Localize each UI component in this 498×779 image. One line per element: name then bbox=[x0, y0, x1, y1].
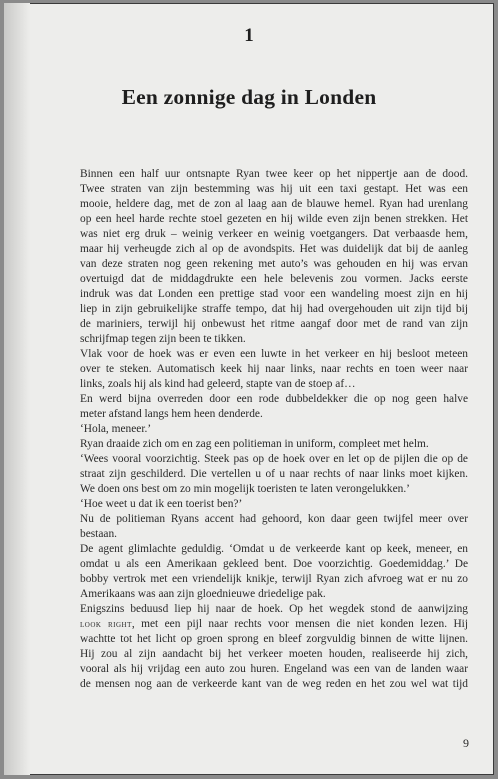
text-line: Twee straten van zijn bestemming was hij uit een taxi gestapt. Het was een bbox=[80, 183, 468, 195]
small-caps-text: look right bbox=[80, 619, 132, 630]
text-line: over te steken. Automatisch keek hij naar links, naar rechts en toen weer naar bbox=[80, 363, 468, 375]
text-line: de mariniers, terwijl hij onbewust het ritme aangaf door met de rand van zijn bbox=[80, 318, 468, 330]
book-page bbox=[4, 3, 494, 775]
text-line: van deze straten nog geen rekening met auto’s was gehouden en hij was ervan bbox=[80, 258, 468, 270]
text-line: De agent glimlachte geduldig. ‘Omdat u de verkeerde kant op keek, meneer, en bbox=[80, 543, 468, 555]
chapter-title: Een zonnige dag in Londen bbox=[121, 85, 377, 109]
text-segment: , met een pijl naar rechts voor mensen die niet konden lezen. Hij bbox=[131, 618, 468, 630]
text-line: Hij zou al zijn aandacht bij het verkeer moeten houden, realiseerde hij zich, bbox=[80, 648, 468, 660]
text-line: vooral als hij vrijdag een auto zou huren. Engeland was een van de landen waar bbox=[80, 663, 468, 675]
text-line: omdat u als een Amerikaan gekleed bent. Doe voorzichtig. Goedemiddag.’ De bbox=[80, 558, 468, 570]
text-line: links, zoals hij als kind had geleerd, stapte van de stoep af… bbox=[80, 378, 356, 390]
text-line: Amerikaans was aan zijn gloednieuwe driedelige pak. bbox=[80, 588, 326, 600]
body-text bbox=[80, 167, 468, 692]
text-line: ‘Hoe weet u dat ik een toerist ben?’ bbox=[80, 498, 243, 510]
text-line: straat zijn geschilderd. Die vertellen u of u naar rechts of naar links moet kijken. bbox=[80, 468, 468, 480]
text-line: liep in zijn gebruikelijke straffe tempo, dat hij had overgehouden uit zijn tijd bij bbox=[80, 303, 468, 315]
text-line: ‘Wees vooral voorzichtig. Steek pas op de hoek over en let op de pijlen die op de bbox=[80, 453, 468, 465]
text-line: was niet erg druk – weinig verkeer en weinig voetgangers. Dat verbaasde hem, bbox=[80, 228, 468, 240]
chapter-number: 1 bbox=[244, 25, 254, 46]
text-line: mooie, heldere dag, met de zon al laag aan de blauwe hemel. Ryan had urenlang bbox=[80, 198, 468, 210]
text-line: ‘Hola, meneer.’ bbox=[80, 423, 152, 435]
text-line: Enigszins beduusd liep hij naar de hoek. Op het wegdek stond de aanwijzing bbox=[80, 603, 468, 615]
text-line: schrijfmap tegen zijn been te tikken. bbox=[80, 333, 246, 345]
text-line: indruk was dat Londen een prettige stad voor een wandeling moest zijn en hij bbox=[80, 288, 468, 300]
text-line: overtuigd dat de middagdrukte een hele belevenis zou vormen. Jacks eerste bbox=[80, 273, 468, 285]
text-line: Vlak voor de hoek was er even een luwte in het verkeer en hij besloot meteen bbox=[80, 348, 468, 360]
text-line: bestaan. bbox=[80, 528, 118, 540]
text-line: wachtte tot het licht op groen sprong en bleef zorgvuldig binnen de witte lijnen. bbox=[80, 633, 468, 645]
text-line bbox=[80, 617, 468, 632]
text-line: bobby vertrok met een vriendelijk knikje, terwijl Ryan zich afvroeg wat er nu zo bbox=[80, 573, 468, 585]
text-line: meter afstand langs hem heen denderde. bbox=[80, 408, 263, 420]
text-line: de mensen nog aan de verkeerde kant van de weg reden en het zou wel wat tijd bbox=[80, 678, 468, 690]
text-line: Binnen een half uur ontsnapte Ryan twee keer op het nippertje aan de dood. bbox=[80, 168, 468, 180]
page-number: 9 bbox=[463, 736, 469, 750]
text-line: op een heel harde rechte stoel gezeten en hij wilde even zijn benen strekken. Het bbox=[80, 213, 468, 225]
text-line: En werd bijna overreden door een rode dubbeldekker die op nog geen halve bbox=[80, 393, 468, 405]
text-line: Ryan draaide zich om en zag een politieman in uniform, compleet met helm. bbox=[80, 438, 429, 450]
text-line: maar hij verheugde zich al op de avondspits. Het was duidelijk dat bij de aanleg bbox=[80, 243, 468, 255]
text-line: We doen ons best om zo min mogelijk toeristen te laten verongelukken.’ bbox=[80, 483, 410, 495]
text-line: Nu de politieman Ryans accent had gehoord, kon daar geen twijfel meer over bbox=[80, 513, 468, 525]
